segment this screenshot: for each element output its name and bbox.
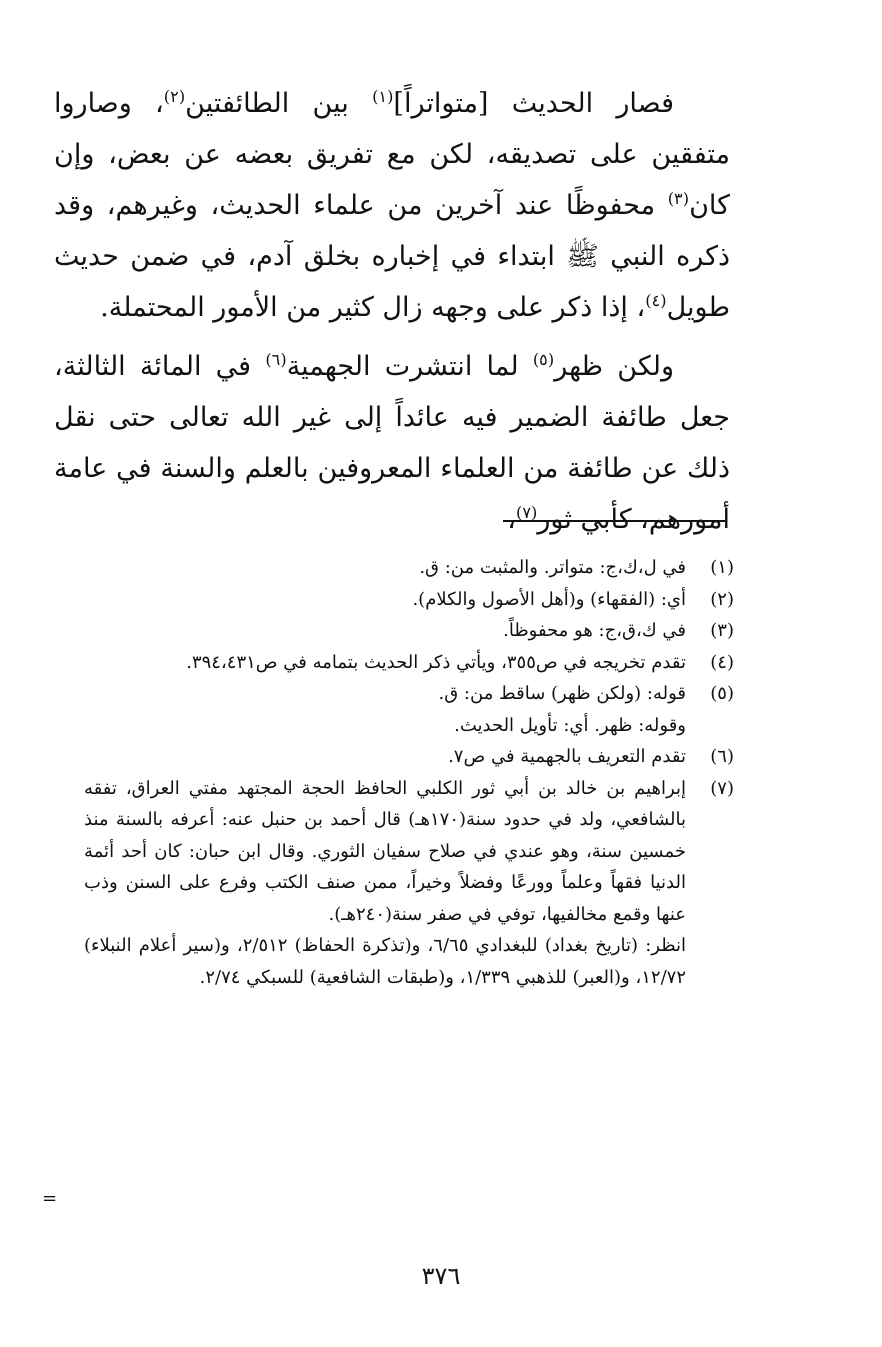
footnote-4 xyxy=(84,647,734,679)
footnote-number: (١) xyxy=(710,557,734,578)
text-run: ، وصاروا متفقين على تصديقه، لكن مع تفريق بعضه عن بعض، وإن كان xyxy=(54,88,730,221)
paragraph-2 xyxy=(54,341,730,545)
footnote-number: (٣) xyxy=(710,620,734,641)
footnote-text xyxy=(84,647,686,679)
footnote-ref-1[interactable]: (١) xyxy=(372,87,394,106)
footnote-line: في ل،ك،ج: متواتر. والمثبت من: ق. xyxy=(419,557,686,578)
footnote-number: (٥) xyxy=(710,683,734,704)
footnote-ref-2[interactable]: (٢) xyxy=(163,87,186,106)
footnote-3 xyxy=(84,615,734,647)
text-run: بين الطائفتين xyxy=(185,88,373,119)
footnote-divider xyxy=(503,520,726,522)
footnote-2 xyxy=(84,584,734,616)
main-text xyxy=(54,78,730,545)
footnote-text xyxy=(84,741,686,773)
footnote-number: (٧) xyxy=(710,777,734,799)
footnote-7 xyxy=(84,773,734,994)
footnote-1 xyxy=(84,552,734,584)
footnote-ref-6[interactable]: (٦) xyxy=(265,350,287,369)
footnotes xyxy=(84,552,734,993)
footnote-text xyxy=(84,584,686,616)
footnote-line: تقدم تخريجه في ص٣٥٥، ويأتي ذكر الحديث بتمامه في ص٣٩٤،٤٣١. xyxy=(186,651,686,673)
continuation-marker: = xyxy=(42,1188,58,1209)
footnote-text xyxy=(84,615,686,647)
page-number: ٣٧٦ xyxy=(421,1262,461,1290)
footnote-line: في ك،ق،ج: هو محفوظاً. xyxy=(503,620,686,641)
footnote-number: (٢) xyxy=(710,588,734,610)
paragraph-1 xyxy=(54,78,730,333)
text-run: لما انتشرت الجهمية xyxy=(286,351,533,382)
footnote-ref-4[interactable]: (٤) xyxy=(645,291,667,310)
footnote-line: إبراهيم بن خالد بن أبي ثور الكلبي الحافظ الحجة المجتهد مفتي العراق، تفقه بالشافعي، ولد في حدود سنة(١٧٠هـ) قال أحمد بن حنبل عنه: أعرفه بالسنة منذ خمسين سنة، وهو عندي في صلاح سفيان الثوري. وقال ابن حبان: كان أحد أئمة الدنيا فقهاً وعلماً وورعًا وفضلاً وخيراً، ممن صنف الكتب وفرع على السنن وذب عنها وقمع مخالفيها، توفي في صفر سنة(٢٤٠هـ). xyxy=(84,777,686,925)
footnote-number: (٤) xyxy=(710,651,734,673)
text-run: ، إذا ذكر على وجهه زال كثير من الأمور المحتملة. xyxy=(100,292,646,323)
footnote-ref-5[interactable]: (٥) xyxy=(532,350,555,369)
text-run: في المائة الثالثة، جعل طائفة الضمير فيه عائداً إلى غير الله تعالى حتى نقل ذلك عن طائفة من العلماء المعروفين بالعلم والسنة في عامة أمورهم، كأبي ثور xyxy=(54,351,730,535)
footnote-line: تقدم التعريف بالجهمية في ص٧. xyxy=(448,746,686,767)
footnote-ref-3[interactable]: (٣) xyxy=(667,189,690,208)
footnote-text xyxy=(84,678,686,741)
footnote-line: أي: (الفقهاء) و(أهل الأصول والكلام). xyxy=(412,588,686,610)
footnote-line: قوله: (ولكن ظهر) ساقط من: ق. xyxy=(438,683,686,704)
footnote-text xyxy=(84,773,686,994)
text-run: فصار الحديث [متواتراً] xyxy=(393,88,674,119)
footnote-5 xyxy=(84,678,734,741)
footnote-line: وقوله: ظهر. أي: تأويل الحديث. xyxy=(454,714,686,736)
footnote-number: (٦) xyxy=(710,746,734,767)
footnote-line: انظر: (تاريخ بغداد) للبغدادي ٦/٦٥، و(تذكرة الحفاظ) ٢/٥١٢، و(سير أعلام النبلاء) ١٢/٧٢، و(العبر) للذهبي ١/٣٣٩، و(طبقات الشافعية) للسبكي ٢/٧٤. xyxy=(84,935,686,988)
footnote-text xyxy=(84,552,686,584)
text-run: ولكن ظهر xyxy=(554,351,674,382)
footnote-6 xyxy=(84,741,734,773)
text-run: ، xyxy=(507,504,516,535)
text-run: محفوظًا عند آخرين من علماء الحديث، وغيرهم، وقد ذكره النبي ﷺ ابتداء في إخباره بخلق آدم، في ضمن حديث طويل xyxy=(54,190,730,323)
footnote-ref-7[interactable]: (٧) xyxy=(516,503,538,522)
